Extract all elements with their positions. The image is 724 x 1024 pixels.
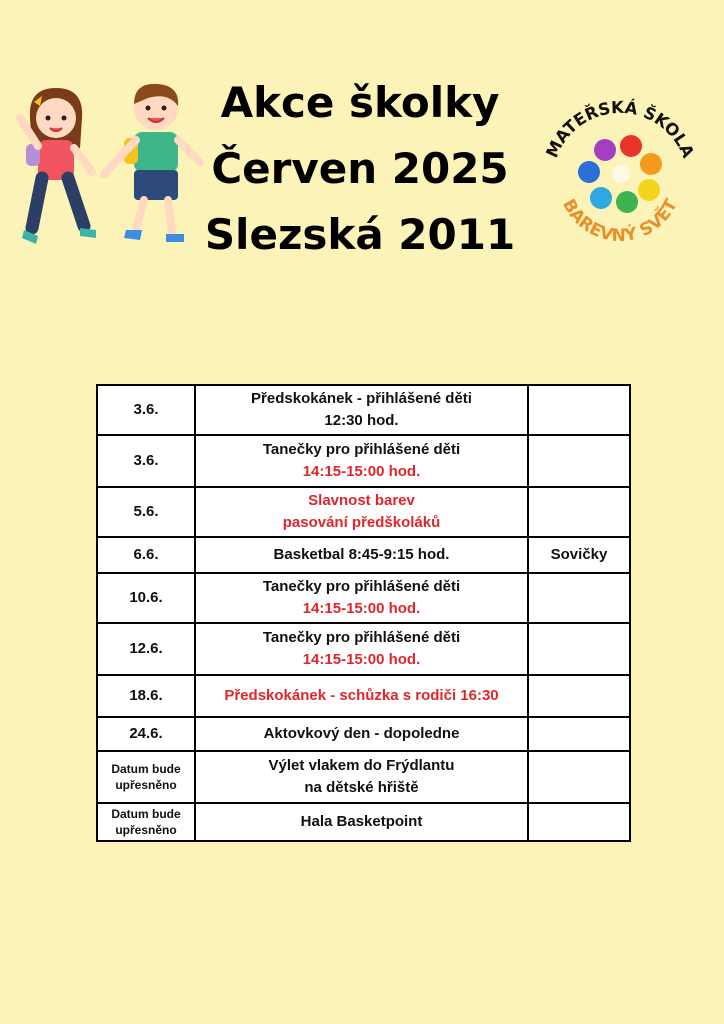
row-note [528, 675, 630, 717]
table-row [97, 435, 630, 487]
row-event [195, 537, 528, 573]
row-note: Sovičky [528, 537, 630, 573]
row-date: 10.6. [97, 573, 195, 623]
title-line-2: Červen 2025 [211, 144, 509, 193]
event-line: 14:15-15:00 hod. [302, 600, 421, 617]
kids-illustration [8, 78, 208, 258]
event-line: 14:15-15:00 hod. [302, 651, 421, 668]
row-event [195, 385, 528, 435]
row-note [528, 573, 630, 623]
row-date: 5.6. [97, 487, 195, 537]
row-event [195, 803, 528, 841]
schedule-body [97, 385, 630, 841]
event-line: Hala Basketpoint [300, 813, 423, 830]
row-date: Datum bude upřesněno [97, 751, 195, 803]
table-row [97, 487, 630, 537]
event-line: Aktovkový den - dopoledne [263, 725, 460, 742]
title-line-1: Akce školky [220, 78, 500, 127]
row-event [195, 435, 528, 487]
schedule-table [96, 384, 631, 842]
table-row [97, 675, 630, 717]
row-date: 24.6. [97, 717, 195, 751]
row-note [528, 803, 630, 841]
table-row [97, 717, 630, 751]
row-note [528, 385, 630, 435]
event-line: Předskokánek - schůzka s rodiči 16:30 [224, 687, 499, 704]
event-line: Tanečky pro přihlášené děti [262, 441, 461, 458]
row-date: 18.6. [97, 675, 195, 717]
event-line: 14:15-15:00 hod. [302, 463, 421, 480]
event-line: Předskokánek - přihlášené děti [251, 390, 472, 407]
handprints-icon [578, 135, 662, 213]
svg-text:MATEŘSKÁ ŠKOLA [542, 98, 697, 161]
row-note [528, 751, 630, 803]
row-date: 6.6. [97, 537, 195, 573]
table-row [97, 803, 630, 841]
row-note [528, 717, 630, 751]
event-line: 12:30 hod. [324, 412, 399, 429]
row-event [195, 487, 528, 537]
table-row [97, 385, 630, 435]
row-event [195, 573, 528, 623]
event-line: Slavnost barev [308, 492, 415, 509]
row-date: 3.6. [97, 385, 195, 435]
row-event [195, 717, 528, 751]
logo-top-text: MATEŘSKÁ ŠKOLA [542, 98, 698, 161]
row-note [528, 435, 630, 487]
table-row [97, 751, 630, 803]
row-event [195, 675, 528, 717]
event-line: Tanečky pro přihlášené děti [262, 629, 461, 646]
row-date: Datum bude upřesněno [97, 803, 195, 841]
table-row [97, 537, 630, 573]
boy-figure [104, 84, 200, 242]
school-logo [535, 98, 705, 258]
logo-bottom-text: BAREVNÝ SVĚT [558, 195, 682, 247]
event-line: Basketbal 8:45-9:15 hod. [273, 546, 450, 563]
page-title [190, 70, 530, 268]
event-line: na dětské hřiště [304, 779, 419, 796]
event-line: pasování předškoláků [282, 514, 441, 531]
row-date: 12.6. [97, 623, 195, 675]
row-note [528, 623, 630, 675]
row-event [195, 623, 528, 675]
row-date: 3.6. [97, 435, 195, 487]
row-note [528, 487, 630, 537]
title-line-3: Slezská 2011 [204, 210, 516, 259]
row-event [195, 751, 528, 803]
girl-figure [20, 88, 96, 244]
table-row [97, 623, 630, 675]
table-row [97, 573, 630, 623]
event-line: Tanečky pro přihlášené děti [262, 578, 461, 595]
event-line: Výlet vlakem do Frýdlantu [268, 757, 455, 774]
